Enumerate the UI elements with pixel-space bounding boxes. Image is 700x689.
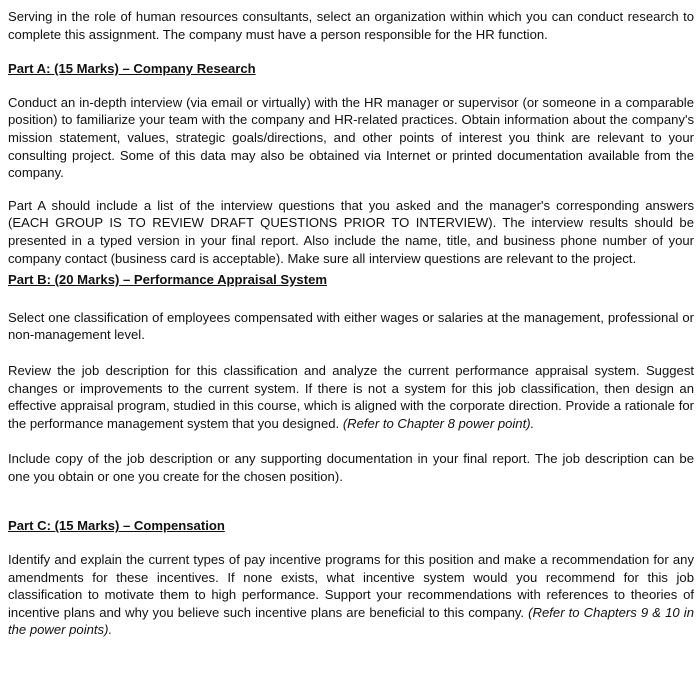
- part-b-heading: Part B: (20 Marks) – Performance Appraisal System: [8, 272, 327, 288]
- spacer: [8, 78, 694, 94]
- spacer: [8, 535, 694, 551]
- spacer: [8, 43, 694, 60]
- part-b-paragraph-3: Include copy of the job description or any supporting documentation in your final report. The job description can be one you obtain or one you create for the chosen position).: [8, 451, 694, 484]
- part-a-paragraph-1: Conduct an in-depth interview (via email or virtually) with the HR manager or supervisor (or someone in a comparable position) to familiarize your team with the company and HR-related practices. Obtain information about the company's mission statement, values, strategic goals/directions, and other points of interest you think are relevant to your consulting project. Some of this data may also be obtained via Internet or printed documentation available from the company.: [8, 94, 694, 181]
- spacer: [8, 182, 694, 197]
- part-b-paragraph-2-text: Review the job description for this classification and analyze the current performance appraisal system. Suggest changes or improvements to the current system. If there is not a system for this job classification, then design an effective appraisal program, studied in this course, which is aligned with the corporate direction. Provide a rationale for the performance management system that you designed.: [8, 362, 694, 431]
- part-b-paragraph-1: Select one classification of employees compensated with either wages or salaries at the management, professional or non-management level.: [8, 309, 694, 343]
- part-a-heading: Part A: (15 Marks) – Company Research: [8, 61, 256, 77]
- spacer: [8, 485, 694, 517]
- part-c-paragraph-1: [8, 551, 694, 639]
- spacer: [8, 289, 694, 309]
- part-b-paragraph-2: [8, 362, 694, 432]
- spacer: [8, 432, 694, 450]
- part-c-heading: Part C: (15 Marks) – Compensation: [8, 518, 225, 534]
- part-c-chapter-reference: (Refer to Chapters 9 & 10 in the power points).: [8, 604, 695, 638]
- spacer: [8, 344, 694, 362]
- intro-paragraph: Serving in the role of human resources consultants, select an organization within which you can conduct research to complete this assignment. The company must have a person responsible for the HR function.: [8, 9, 694, 42]
- assignment-document: [8, 8, 694, 639]
- part-b-chapter-reference: (Refer to Chapter 8 power point).: [342, 415, 535, 431]
- part-a-paragraph-2: Part A should include a list of the interview questions that you asked and the manager's corresponding answers (EACH GROUP IS TO REVIEW DRAFT QUESTIONS PRIOR TO INTERVIEW). The interview results should be presented in a typed version in your final report. Also include the name, title, and business phone number of your company contact (business card is acceptable). Make sure all interview questions are relevant to the project.: [8, 197, 694, 266]
- part-c-paragraph-1-text: Identify and explain the current types of pay incentive programs for this position and make a recommendation for any amendments for these incentives. If none exists, what incentive system would you recommend for this job classification to motivate them to high performance. Support your recommendations with references to theories of incentive plans and why you believe such incentive plans are beneficial to this company.: [8, 552, 694, 620]
